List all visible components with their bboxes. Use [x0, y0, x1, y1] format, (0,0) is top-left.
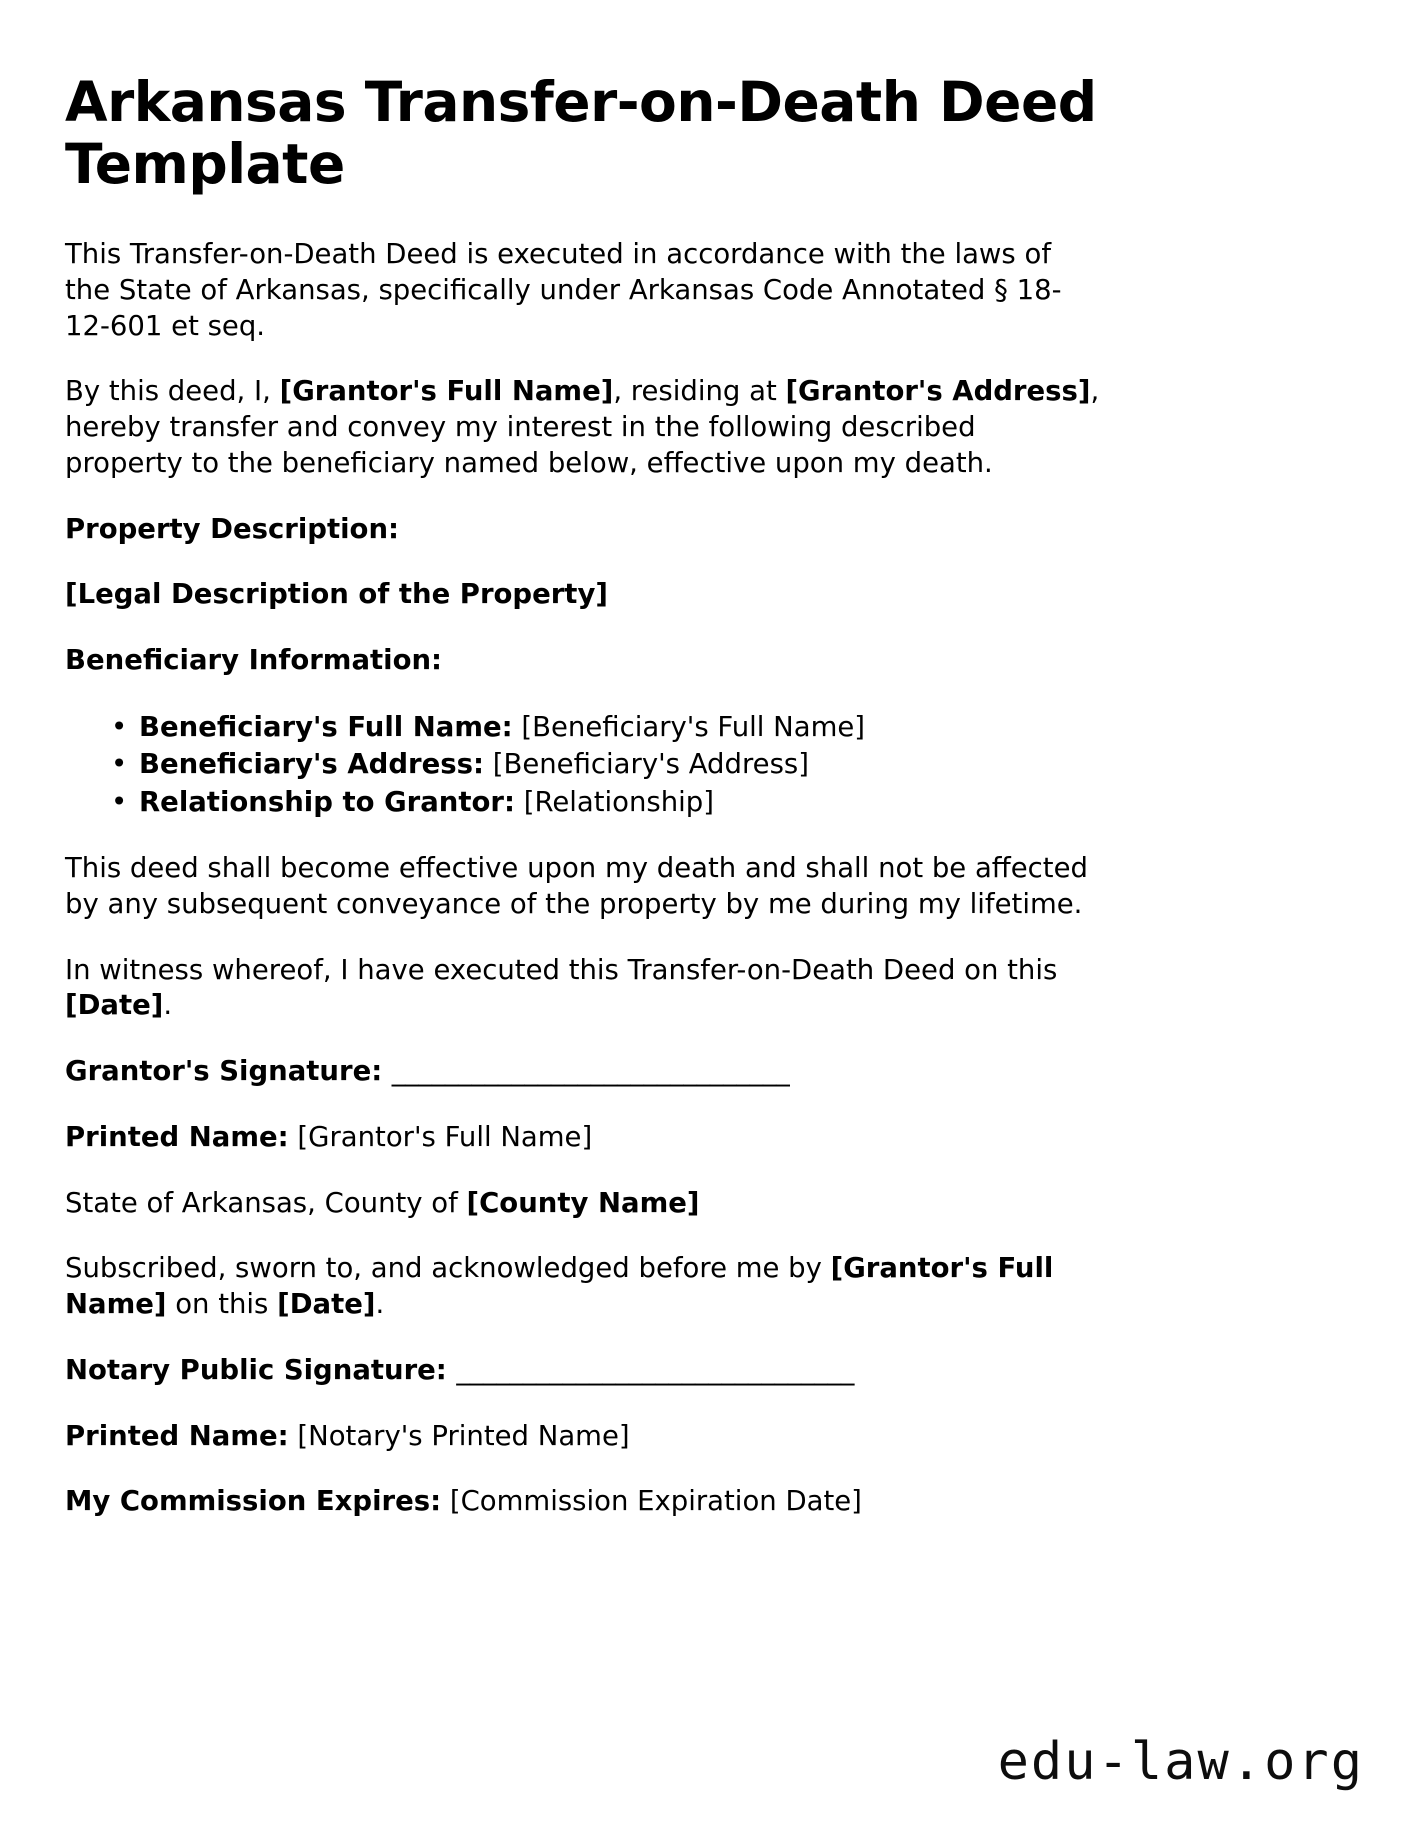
relationship-to-grantor-label: Relationship to Grantor: [139, 785, 515, 818]
beneficiary-address-value: [Beneficiary's Address] [492, 748, 809, 781]
grantor-clause-paragraph [65, 374, 1100, 481]
witness-date-placeholder: [Date] [65, 989, 164, 1022]
notary-venue-row [65, 1186, 1100, 1222]
legal-description-placeholder: [Legal Description of the Property] [65, 578, 608, 611]
grantor-clause-part2: , residing at [613, 375, 786, 408]
witness-paragraph [65, 953, 1100, 1025]
grantor-address-placeholder: [Grantor's Address] [785, 375, 1091, 408]
notary-ack-grantor-name-placeholder: [Grantor's Full Name] [65, 1252, 1054, 1321]
effectiveness-paragraph [65, 851, 1100, 923]
notary-acknowledgment-paragraph [65, 1251, 1100, 1323]
intro-text: This Transfer-on-Death Deed is executed in accordance with the laws of the State of Arkansas, specifically under Arkansas Code Annotated § 18-12-601 et seq. [65, 238, 1062, 342]
notary-venue-part1: State of Arkansas, County of [65, 1186, 467, 1219]
property-description-heading: Property Description: [65, 512, 400, 545]
witness-part1: In witness whereof, I have executed this Transfer-on-Death Deed on this [65, 953, 1058, 986]
grantor-clause-part1: By this deed, I, [65, 375, 280, 408]
grantor-printed-name-value: [Grantor's Full Name] [297, 1120, 593, 1153]
grantor-signature-label: Grantor's Signature: [65, 1055, 383, 1088]
commission-expires-value: [Commission Expiration Date] [449, 1485, 862, 1518]
beneficiary-address-label: Beneficiary's Address: [139, 748, 484, 781]
relationship-to-grantor-value: [Relationship] [523, 785, 714, 818]
notary-printed-name-row [65, 1419, 1100, 1455]
notary-printed-name-label: Printed Name: [65, 1419, 289, 1452]
page-title: Arkansas Transfer-on-Death Deed Template [65, 70, 1097, 196]
notary-ack-part3: . [375, 1288, 385, 1321]
site-watermark: edu-law.org [997, 1732, 1364, 1792]
beneficiary-full-name-label: Beneficiary's Full Name: [139, 710, 513, 743]
list-item [139, 746, 1338, 783]
notary-ack-part2: on this [166, 1288, 278, 1321]
grantor-clause-part3: , hereby transfer and convey my interest in the following described property to the beneficiary named below, effective upon my death. [65, 375, 1100, 479]
grantor-printed-name-label: Printed Name: [65, 1120, 289, 1153]
notary-ack-date-placeholder: [Date] [277, 1288, 376, 1321]
commission-expires-label: My Commission Expires: [65, 1485, 442, 1518]
grantor-signature-row [65, 1054, 1338, 1090]
beneficiary-full-name-value: [Beneficiary's Full Name] [521, 710, 866, 743]
list-item [139, 709, 1338, 746]
notary-signature-line[interactable]: ______________________________ [456, 1353, 854, 1386]
county-name-placeholder: [County Name] [466, 1186, 700, 1219]
witness-part2: . [163, 989, 173, 1022]
notary-signature-row [65, 1353, 1338, 1389]
list-item [139, 784, 1338, 821]
grantor-signature-line[interactable]: ______________________________ [391, 1055, 790, 1088]
grantor-printed-name-row [65, 1120, 1100, 1156]
intro-paragraph [65, 237, 1100, 344]
effectiveness-text: This deed shall become effective upon my death and shall not be affected by any subsequent conveyance of the property by me during my lifetime. [65, 852, 1088, 920]
beneficiary-list [65, 709, 1338, 821]
beneficiary-information-heading: Beneficiary Information: [65, 644, 443, 677]
notary-signature-label: Notary Public Signature: [65, 1353, 447, 1386]
notary-ack-part1: Subscribed, sworn to, and acknowledged before me by [65, 1252, 831, 1285]
commission-expires-row [65, 1484, 1100, 1520]
notary-printed-name-value: [Notary's Printed Name] [297, 1419, 630, 1452]
grantor-name-placeholder: [Grantor's Full Name] [279, 375, 614, 408]
